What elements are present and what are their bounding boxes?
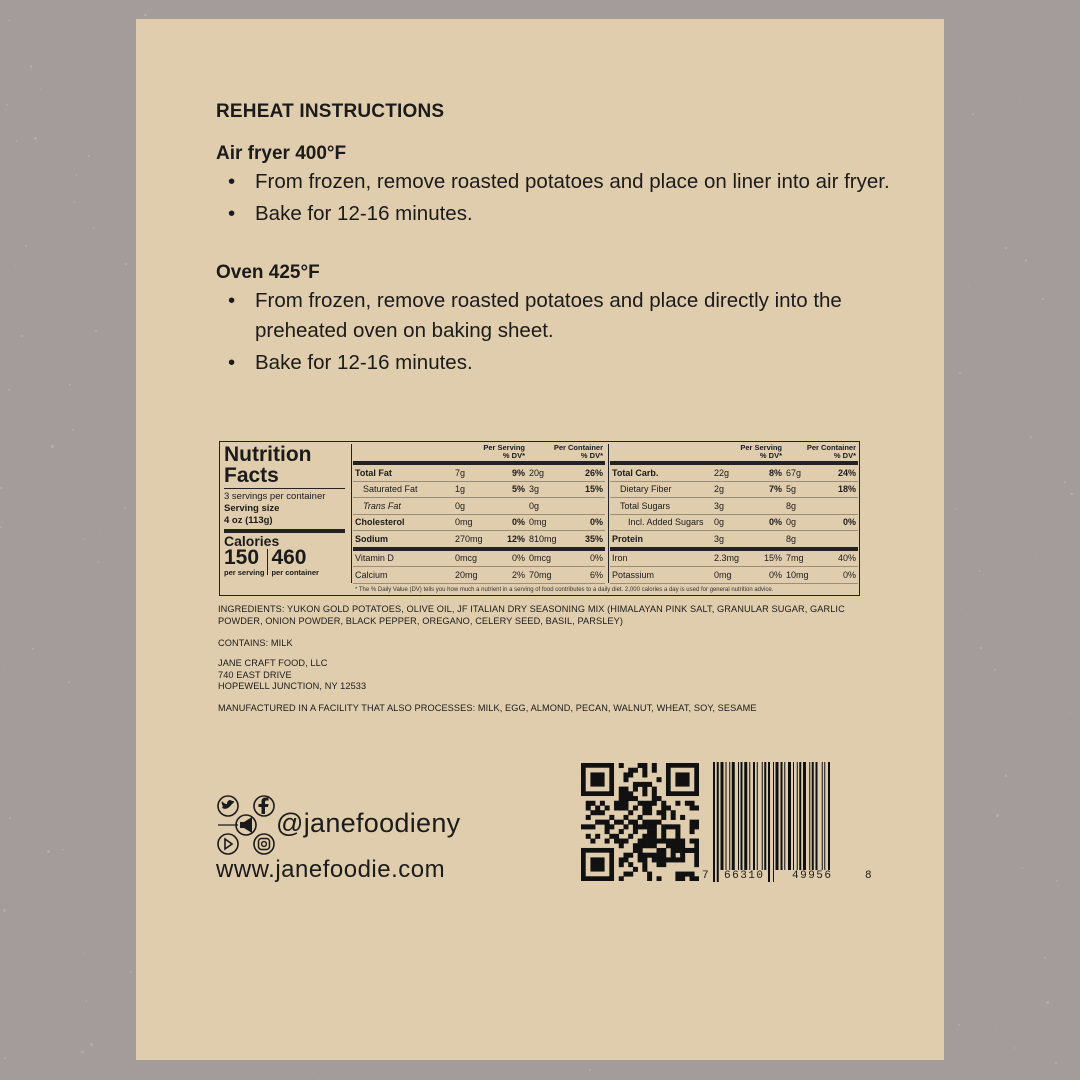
per-serving-dv	[756, 531, 784, 549]
per-serving-amount: 3g	[712, 498, 756, 515]
social-icons	[216, 793, 276, 857]
per-serving-header: Per Serving % DV*	[453, 444, 527, 463]
air-fryer-step: • From frozen, remove roasted potatoes and place on liner into air fryer.	[216, 167, 896, 197]
per-serving-amount: 0mg	[453, 514, 499, 531]
reheat-title: REHEAT INSTRUCTIONS	[216, 101, 445, 122]
air-fryer-step: • Bake for 12-16 minutes.	[216, 199, 896, 229]
nutrient-name: Incl. Added Sugars	[610, 514, 712, 531]
nutrient-row	[353, 463, 605, 481]
per-serving-dv	[756, 498, 784, 515]
nutrient-row	[610, 567, 858, 584]
nutrient-row	[353, 514, 605, 531]
nutrient-name: Total Fat	[353, 463, 453, 481]
per-serving-dv: 8%	[756, 463, 784, 481]
nutrition-table-left	[353, 444, 605, 584]
nutrient-name: Total Carb.	[610, 463, 712, 481]
barcode-digit-last: 8	[865, 870, 872, 882]
twitter-icon[interactable]	[218, 796, 238, 816]
per-serving-label: per serving	[224, 568, 265, 577]
nutrient-name: Iron	[610, 549, 712, 567]
per-container-dv	[826, 498, 858, 515]
per-container-amount: 810mg	[527, 531, 571, 549]
per-container-dv: 24%	[826, 463, 858, 481]
per-container-dv: 0%	[826, 514, 858, 531]
oven-step: • Bake for 12-16 minutes.	[216, 348, 896, 378]
per-container-amount: 0mg	[527, 514, 571, 531]
megaphone-icon[interactable]	[236, 815, 256, 835]
per-serving-dv: 0%	[499, 549, 527, 567]
nutrient-row	[610, 531, 858, 549]
per-serving-amount: 0g	[453, 498, 499, 515]
per-container-header: Per Container % DV*	[784, 444, 858, 463]
per-container-amount: 0g	[527, 498, 571, 515]
nutrient-row	[353, 531, 605, 549]
oven-step: • From frozen, remove roasted potatoes and place directly into the preheated oven on baking sheet.	[216, 286, 896, 346]
nutrient-name: Saturated Fat	[353, 481, 453, 498]
nutrient-row	[353, 549, 605, 567]
barcode-digits-left: 66310	[724, 870, 765, 882]
per-serving-dv: 2%	[499, 567, 527, 584]
per-serving-amount: 0g	[712, 514, 756, 531]
oven-heading: Oven 425°F	[216, 262, 320, 283]
nutrient-row	[353, 567, 605, 584]
per-container-label: per container	[271, 568, 319, 577]
per-container-dv: 0%	[571, 549, 605, 567]
per-container-dv: 0%	[826, 567, 858, 584]
nutrient-row	[610, 514, 858, 531]
product-label	[136, 19, 944, 1060]
per-container-amount: 3g	[527, 481, 571, 498]
per-serving-amount: 2g	[712, 481, 756, 498]
per-serving-header: Per Serving % DV*	[712, 444, 784, 463]
nutrient-name: Trans Fat	[353, 498, 453, 515]
nutrient-row	[610, 549, 858, 567]
calories-per-serving: 150	[224, 546, 260, 569]
per-serving-amount: 22g	[712, 463, 756, 481]
per-serving-dv: 0%	[756, 514, 784, 531]
per-container-amount: 7mg	[784, 549, 826, 567]
street-address: 740 EAST DRIVE	[218, 669, 292, 680]
per-container-dv: 0%	[571, 514, 605, 531]
per-serving-amount: 20mg	[453, 567, 499, 584]
per-container-dv: 15%	[571, 481, 605, 498]
per-serving-amount: 0mcg	[453, 549, 499, 567]
per-container-amount: 8g	[784, 498, 826, 515]
per-serving-dv: 5%	[499, 481, 527, 498]
per-serving-amount: 7g	[453, 463, 499, 481]
nutrition-facts-panel	[219, 441, 860, 596]
youtube-icon[interactable]	[218, 834, 238, 854]
per-container-amount: 70mg	[527, 567, 571, 584]
nutrient-name: Total Sugars	[610, 498, 712, 515]
per-serving-amount: 3g	[712, 531, 756, 549]
per-container-amount: 20g	[527, 463, 571, 481]
instagram-icon[interactable]	[254, 834, 274, 854]
per-serving-amount: 0mg	[712, 567, 756, 584]
per-serving-dv	[499, 498, 527, 515]
website-link[interactable]: www.janefoodie.com	[216, 856, 446, 883]
nutrient-name: Dietary Fiber	[610, 481, 712, 498]
per-container-header: Per Container % DV*	[527, 444, 605, 463]
nutrition-summary	[224, 444, 345, 577]
per-container-dv: 26%	[571, 463, 605, 481]
per-container-dv	[826, 531, 858, 549]
upc-barcode	[713, 762, 861, 882]
nutrient-row	[610, 463, 858, 481]
ingredients-text: INGREDIENTS: YUKON GOLD POTATOES, OLIVE OIL, JF ITALIAN DRY SEASONING MIX (HIMALAYAN PINK SALT, GRANULAR SUGAR, GARLIC POWDER, ONION POWDER, BLACK PEPPER, OREGANO, CELERY SEED, BASIL, PARSLEY)	[218, 604, 845, 626]
nutrition-title: Nutrition Facts	[224, 443, 312, 487]
per-container-amount: 67g	[784, 463, 826, 481]
per-serving-amount: 270mg	[453, 531, 499, 549]
per-container-amount: 10mg	[784, 567, 826, 584]
calories-per-container: 460	[271, 546, 307, 569]
per-serving-dv: 0%	[499, 514, 527, 531]
per-container-amount: 5g	[784, 481, 826, 498]
reheat-instructions	[216, 101, 896, 378]
facility-statement: MANUFACTURED IN A FACILITY THAT ALSO PROCESSES: MILK, EGG, ALMOND, PECAN, WALNUT, WHEAT, SOY, SESAME	[218, 703, 757, 713]
per-container-dv: 6%	[571, 567, 605, 584]
per-serving-dv: 9%	[499, 463, 527, 481]
qr-code[interactable]	[581, 763, 699, 881]
calories-label: Calories	[224, 533, 280, 549]
barcode-digits-right: 49956	[792, 870, 833, 882]
nutrient-row	[610, 498, 858, 515]
nutrient-name: Sodium	[353, 531, 453, 549]
nutrient-name: Cholesterol	[353, 514, 453, 531]
nutrient-name: Vitamin D	[353, 549, 453, 567]
facebook-icon[interactable]	[254, 796, 274, 816]
allergen-contains: CONTAINS: MILK	[218, 638, 293, 648]
barcode-digit-first: 7	[702, 870, 709, 882]
social-handle[interactable]: @janefoodieny	[276, 808, 461, 838]
per-container-dv: 40%	[826, 549, 858, 567]
nutrient-name: Potassium	[610, 567, 712, 584]
serving-size-label: Serving size	[224, 503, 280, 514]
per-serving-amount: 2.3mg	[712, 549, 756, 567]
nutrient-row	[610, 481, 858, 498]
nutrient-row	[353, 481, 605, 498]
manufacturer-address	[218, 658, 863, 693]
per-container-dv: 35%	[571, 531, 605, 549]
oven-section	[216, 262, 896, 378]
nutrient-name: Protein	[610, 531, 712, 549]
per-serving-amount: 1g	[453, 481, 499, 498]
calories-values	[224, 547, 345, 577]
per-serving-dv: 12%	[499, 531, 527, 549]
per-container-dv: 18%	[826, 481, 858, 498]
per-container-amount: 0mcg	[527, 549, 571, 567]
company-name: JANE CRAFT FOOD, LLC	[218, 658, 328, 668]
nutrition-table-right	[610, 444, 858, 584]
per-container-amount: 0g	[784, 514, 826, 531]
daily-value-footnote: * The % Daily Value (DV) tells you how much a nutrient in a serving of food contributes to a daily diet. 2,000 calories a day is used for general nutrition advice.	[355, 587, 774, 593]
nutrient-name: Calcium	[353, 567, 453, 584]
per-container-amount: 8g	[784, 531, 826, 549]
per-serving-dv: 0%	[756, 567, 784, 584]
servings-per-container: 3 servings per container	[224, 491, 326, 502]
nutrient-row	[353, 498, 605, 515]
air-fryer-heading: Air fryer 400°F	[216, 143, 347, 164]
serving-size-value: 4 oz (113g)	[224, 515, 273, 526]
per-serving-dv: 7%	[756, 481, 784, 498]
per-container-dv	[571, 498, 605, 515]
air-fryer-section	[216, 143, 896, 229]
city-state-zip: HOPEWELL JUNCTION, NY 12533	[218, 681, 367, 692]
per-serving-dv: 15%	[756, 549, 784, 567]
